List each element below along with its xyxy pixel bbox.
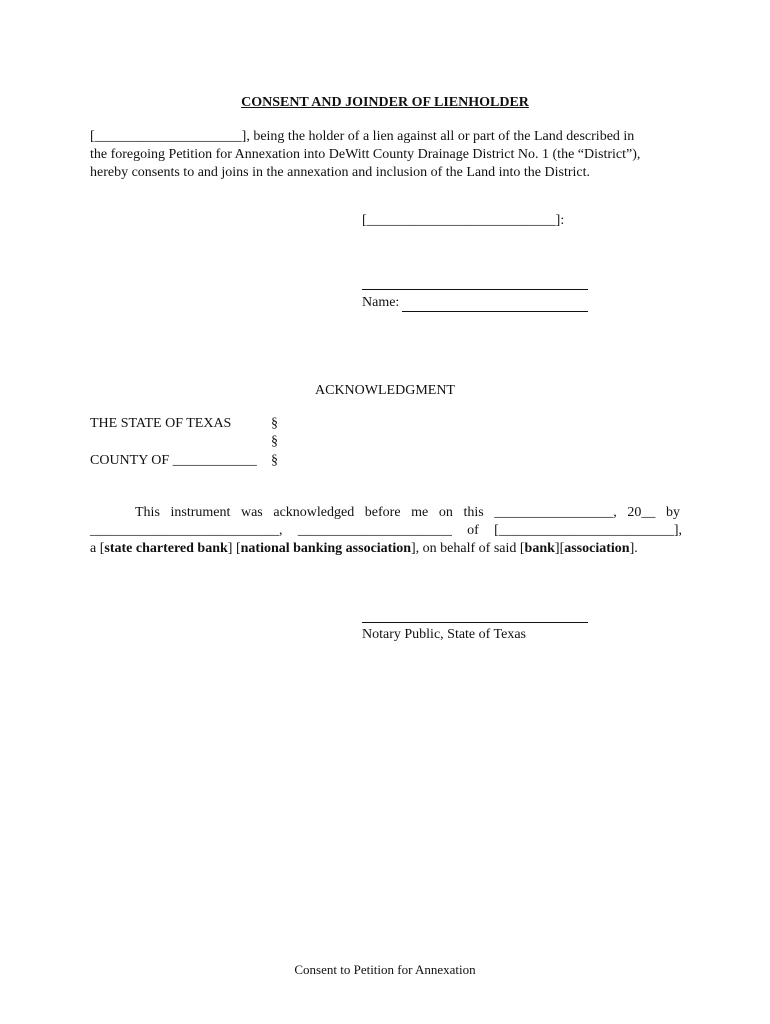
document-title: CONSENT AND JOINDER OF LIENHOLDER <box>241 95 529 110</box>
county-of-line[interactable]: COUNTY OF ____________ <box>90 453 257 468</box>
lienholder-entity-blank[interactable]: [___________________________]: <box>362 213 565 228</box>
text-fragment: ] [ <box>227 541 241 556</box>
bold-option-state-chartered-bank: state chartered bank <box>104 541 228 556</box>
notary-label: Notary Public, State of Texas <box>362 627 527 642</box>
signature-name-line[interactable] <box>402 311 588 312</box>
signature-name-label: Name: <box>362 295 400 310</box>
state-of-texas: THE STATE OF TEXAS <box>90 416 232 431</box>
acknowledgment-line-1: This instrument was acknowledged before me on this _________________, 20__ by <box>135 505 680 520</box>
bold-option-national-banking-association: national banking association <box>240 541 412 556</box>
notary-signature-line[interactable] <box>362 622 588 623</box>
acknowledgment-heading: ACKNOWLEDGMENT <box>315 383 455 398</box>
bold-option-association: association <box>564 541 630 556</box>
signature-line[interactable] <box>362 289 588 290</box>
text-fragment: ], on behalf of said [ <box>411 541 525 556</box>
page-footer: Consent to Petition for Annexation <box>294 962 476 977</box>
section-symbol: § <box>271 453 278 468</box>
bold-option-bank: bank <box>524 541 555 556</box>
consent-line-1: [_____________________], being the holder of a lien against all or part of the Land described in <box>90 129 635 144</box>
text-fragment: ]. <box>629 541 638 556</box>
section-symbol: § <box>271 434 278 449</box>
consent-line-2: the foregoing Petition for Annexation into DeWitt County Drainage District No. 1 (the “District”), <box>90 147 641 162</box>
acknowledgment-line-3 <box>90 540 682 558</box>
text-fragment: ][ <box>554 541 565 556</box>
section-symbol: § <box>271 416 278 431</box>
text-fragment: a [ <box>90 541 105 556</box>
acknowledgment-line-2: ___________________________, ______________________ of [_________________________], <box>90 523 682 538</box>
consent-line-3: hereby consents to and joins in the annexation and inclusion of the Land into the District. <box>90 165 591 180</box>
